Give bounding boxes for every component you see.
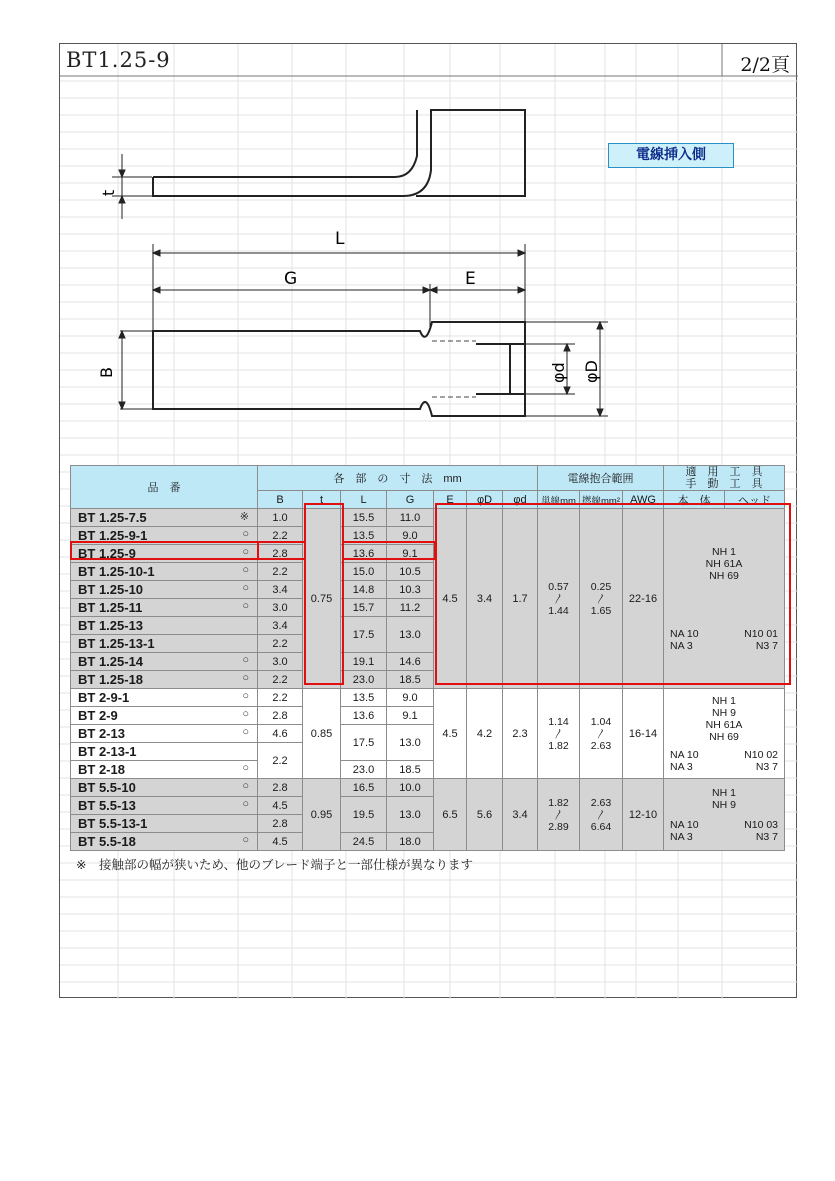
wire-insertion-side-label: 電線挿入側 [608, 143, 734, 168]
tool-cell [664, 689, 785, 779]
part-number-cell [71, 689, 258, 707]
cell-solid-range-line: 1.44 [548, 604, 569, 617]
tool-body-model: NH 1 [712, 694, 736, 707]
cell-awg: 22-16 [623, 509, 664, 689]
cell-G: 18.5 [387, 671, 434, 689]
part-number: BT 1.25-14 [78, 654, 144, 669]
part-number-cell [71, 761, 258, 779]
dim-D-label: φD [582, 360, 601, 383]
cell-B: 3.4 [258, 617, 303, 635]
cell-t: 0.75 [303, 509, 341, 689]
cell-stranded-range-line: 1.04 [590, 715, 612, 728]
dim-d-label: φd [549, 362, 568, 383]
cell-G: 9.0 [387, 689, 434, 707]
part-number: BT 1.25-9-1 [78, 528, 148, 543]
part-number-cell [71, 635, 258, 653]
cell-G: 18.0 [387, 833, 434, 851]
tool-head-left: NA 3 [670, 830, 693, 843]
cell-stranded-range-line: 2.63 [590, 739, 612, 752]
cell-solid-range [538, 509, 580, 689]
tool-cell [664, 779, 785, 851]
part-number: BT 1.25-9 [78, 546, 136, 561]
header-tool-head: ヘッド [725, 491, 785, 509]
cell-solid-range-line: 〳 [553, 808, 564, 821]
cell-G: 13.0 [387, 797, 434, 833]
cell-G: 9.0 [387, 527, 434, 545]
cell-solid-range [538, 779, 580, 851]
cell-B: 3.0 [258, 599, 303, 617]
cell-B: 3.0 [258, 653, 303, 671]
tool-head-row [664, 640, 784, 652]
footnote: ※ 接触部の幅が狭いため、他のブレード端子と一部仕様が異なります [76, 857, 473, 872]
cell-B: 2.8 [258, 707, 303, 725]
cell-phi-d: 2.3 [503, 689, 538, 779]
tool-body-model: NH 61A [705, 557, 743, 570]
header-solid-wire: 単線mm [538, 491, 580, 509]
cell-B: 3.4 [258, 581, 303, 599]
tool-body-model: NH 61A [705, 718, 743, 731]
cell-L: 19.1 [341, 653, 387, 671]
cell-G: 9.1 [387, 545, 434, 563]
cell-L: 16.5 [341, 779, 387, 797]
part-number: BT 1.25-11 [78, 600, 143, 615]
tool-head-left: NA 3 [670, 639, 693, 652]
cell-B: 2.8 [258, 545, 303, 563]
cell-stranded-range [580, 779, 623, 851]
cell-phi-d: 3.4 [503, 779, 538, 851]
part-number-cell [71, 671, 258, 689]
cell-phi-D: 4.2 [467, 689, 503, 779]
cell-G: 13.0 [387, 725, 434, 761]
dim-B-label: B [97, 367, 116, 378]
tool-head-right: N3 7 [755, 830, 778, 843]
cell-B: 4.5 [258, 797, 303, 815]
part-number-cell [71, 545, 258, 563]
cell-awg: 12-10 [623, 779, 664, 851]
cell-B: 4.5 [258, 833, 303, 851]
spec-table [70, 465, 785, 851]
dim-L-label: L [335, 229, 345, 249]
page-number: 2/2頁 [740, 54, 790, 76]
part-number: BT 1.25-10 [78, 582, 144, 597]
cell-L: 15.0 [341, 563, 387, 581]
part-mark: ○ [242, 654, 249, 666]
part-number: BT 2-18 [78, 762, 125, 777]
cell-G: 14.6 [387, 653, 434, 671]
cell-B: 2.2 [258, 527, 303, 545]
cell-solid-range-line: 〳 [553, 592, 564, 605]
header-phi-D: φD [467, 491, 503, 509]
cell-B: 2.2 [258, 743, 303, 779]
cell-L: 14.8 [341, 581, 387, 599]
header-E: E [434, 491, 467, 509]
tool-head-right: N10 02 [744, 748, 778, 761]
cell-L: 13.6 [341, 707, 387, 725]
sheet-title: BT1.25-9 [66, 48, 171, 72]
table-row [71, 779, 785, 797]
part-number-cell [71, 527, 258, 545]
tool-head-left: NA 10 [670, 627, 699, 640]
part-number-cell [71, 779, 258, 797]
header-tools-line1: 適 用 工 具 [685, 466, 763, 478]
cell-L: 17.5 [341, 725, 387, 761]
part-number: BT 1.25-13 [78, 618, 144, 633]
part-mark: ○ [242, 672, 249, 684]
cell-B: 2.2 [258, 671, 303, 689]
table-header-row-1 [71, 466, 785, 491]
cell-B: 2.2 [258, 563, 303, 581]
part-number-cell [71, 509, 258, 527]
cell-G: 11.0 [387, 509, 434, 527]
tool-spacer [664, 582, 784, 628]
part-number-cell [71, 563, 258, 581]
header-wire-range: 電線抱合範囲 [538, 466, 664, 491]
part-number-cell [71, 617, 258, 635]
part-number: BT 2-13 [78, 726, 125, 741]
part-number-cell [71, 707, 258, 725]
cell-L: 13.6 [341, 545, 387, 563]
part-number: BT 2-9-1 [78, 690, 130, 705]
cell-solid-range-line: 0.57 [548, 580, 569, 593]
table-row [71, 509, 785, 527]
terminal-drawing [60, 44, 798, 464]
dim-E-label: E [465, 269, 476, 289]
cell-stranded-range-line: 〳 [595, 727, 607, 740]
tool-body-model: NH 69 [709, 569, 739, 582]
cell-stranded-range-line: 2.63 [590, 796, 612, 809]
header-phi-d: φd [503, 491, 538, 509]
cell-stranded-range-line: 6.64 [590, 820, 612, 833]
part-mark: ○ [242, 762, 249, 774]
cell-B: 2.2 [258, 689, 303, 707]
dim-G-label: G [284, 269, 298, 289]
header-awg: AWG [623, 491, 664, 509]
tool-head-row [664, 749, 784, 761]
part-number: BT 1.25-7.5 [78, 510, 147, 525]
part-number: BT 1.25-13-1 [78, 636, 155, 651]
cell-E: 6.5 [434, 779, 467, 851]
cell-B: 4.6 [258, 725, 303, 743]
cell-solid-range-line: 1.82 [548, 739, 569, 752]
cell-solid-range-line: 2.89 [548, 820, 569, 833]
cell-stranded-range [580, 689, 623, 779]
part-number: BT 2-9 [78, 708, 118, 723]
header-part-number: 品 番 [71, 466, 258, 509]
part-number-cell [71, 653, 258, 671]
cell-L: 13.5 [341, 689, 387, 707]
cell-B: 2.8 [258, 779, 303, 797]
cell-G: 11.2 [387, 599, 434, 617]
part-number-cell [71, 743, 258, 761]
part-mark: ○ [242, 726, 249, 738]
part-number-cell [71, 581, 258, 599]
cell-L: 13.5 [341, 527, 387, 545]
cell-G: 10.3 [387, 581, 434, 599]
part-number-cell [71, 725, 258, 743]
tool-head-row [664, 628, 784, 640]
cell-solid-range-line: 1.82 [548, 796, 569, 809]
cell-t: 0.85 [303, 689, 341, 779]
part-number: BT 5.5-10 [78, 780, 136, 795]
tool-cell [664, 509, 785, 689]
cell-B: 2.2 [258, 635, 303, 653]
cell-L: 15.5 [341, 509, 387, 527]
tool-head-left: NA 10 [670, 818, 699, 831]
cell-stranded-range-line: 〳 [595, 592, 607, 605]
part-mark: ○ [242, 582, 249, 594]
part-number: BT 2-13-1 [78, 744, 137, 759]
part-number: BT 5.5-13-1 [78, 816, 148, 831]
cell-phi-D: 3.4 [467, 509, 503, 689]
part-mark: ○ [242, 834, 249, 846]
cell-solid-range-line: 1.14 [548, 715, 569, 728]
part-number: BT 5.5-18 [78, 834, 136, 849]
tool-body-model: NH 69 [709, 730, 739, 743]
cell-G: 9.1 [387, 707, 434, 725]
part-mark: ○ [242, 600, 249, 612]
dim-t-label: t [99, 189, 118, 196]
cell-E: 4.5 [434, 509, 467, 689]
part-number-cell [71, 833, 258, 851]
cell-G: 18.5 [387, 761, 434, 779]
header-B: B [258, 491, 303, 509]
part-number: BT 1.25-10-1 [78, 564, 155, 579]
cell-stranded-range-line: 1.65 [590, 604, 612, 617]
cell-B: 1.0 [258, 509, 303, 527]
part-number: BT 5.5-13 [78, 798, 136, 813]
tool-spacer [664, 811, 784, 819]
header-dimensions: 各 部 の 寸 法 mm [258, 466, 538, 491]
header-tools-line2: 手 動 工 具 [685, 478, 763, 490]
cell-stranded-range [580, 509, 623, 689]
tool-head-right: N3 7 [755, 639, 778, 652]
tool-body-model: NH 9 [712, 798, 736, 811]
header-stranded-wire: 撚線mm² [580, 491, 623, 509]
part-mark: ○ [242, 564, 249, 576]
header-tool-body: 本 体 [664, 491, 725, 509]
tool-head-right: N10 01 [744, 627, 778, 640]
tool-head-row [664, 831, 784, 843]
cell-solid-range [538, 689, 580, 779]
cell-L: 17.5 [341, 617, 387, 653]
tool-head-right: N3 7 [755, 760, 778, 773]
tool-body-model: NH 1 [712, 786, 736, 799]
part-mark: ○ [242, 708, 249, 720]
spreadsheet-sheet [59, 43, 797, 998]
part-number: BT 1.25-18 [78, 672, 144, 687]
cell-L: 23.0 [341, 671, 387, 689]
tool-body-model: NH 1 [712, 545, 736, 558]
cell-phi-D: 5.6 [467, 779, 503, 851]
part-mark: ○ [242, 528, 249, 540]
cell-solid-range-line: 〳 [553, 727, 564, 740]
cell-stranded-range-line: 〳 [595, 808, 607, 821]
tool-head-row [664, 761, 784, 773]
cell-L: 23.0 [341, 761, 387, 779]
part-number-cell [71, 797, 258, 815]
cell-E: 4.5 [434, 689, 467, 779]
cell-G: 13.0 [387, 617, 434, 653]
cell-t: 0.95 [303, 779, 341, 851]
cell-phi-d: 1.7 [503, 509, 538, 689]
header-G: G [387, 491, 434, 509]
part-mark: ○ [242, 690, 249, 702]
cell-L: 24.5 [341, 833, 387, 851]
part-mark: ○ [242, 798, 249, 810]
cell-B: 2.8 [258, 815, 303, 833]
header-tools [664, 466, 785, 491]
part-mark: ○ [242, 546, 249, 558]
part-number-cell [71, 815, 258, 833]
table-row [71, 689, 785, 707]
cell-stranded-range-line: 0.25 [590, 580, 612, 593]
part-mark: ※ [239, 511, 249, 523]
header-L: L [341, 491, 387, 509]
part-mark: ○ [242, 780, 249, 792]
header-t: t [303, 491, 341, 509]
cell-G: 10.0 [387, 779, 434, 797]
tool-head-left: NA 3 [670, 760, 693, 773]
part-number-cell [71, 599, 258, 617]
cell-L: 15.7 [341, 599, 387, 617]
tool-body-model: NH 9 [712, 706, 736, 719]
tool-head-left: NA 10 [670, 748, 699, 761]
cell-G: 10.5 [387, 563, 434, 581]
cell-awg: 16-14 [623, 689, 664, 779]
cell-L: 19.5 [341, 797, 387, 833]
tool-head-right: N10 03 [744, 818, 778, 831]
tool-head-row [664, 819, 784, 831]
